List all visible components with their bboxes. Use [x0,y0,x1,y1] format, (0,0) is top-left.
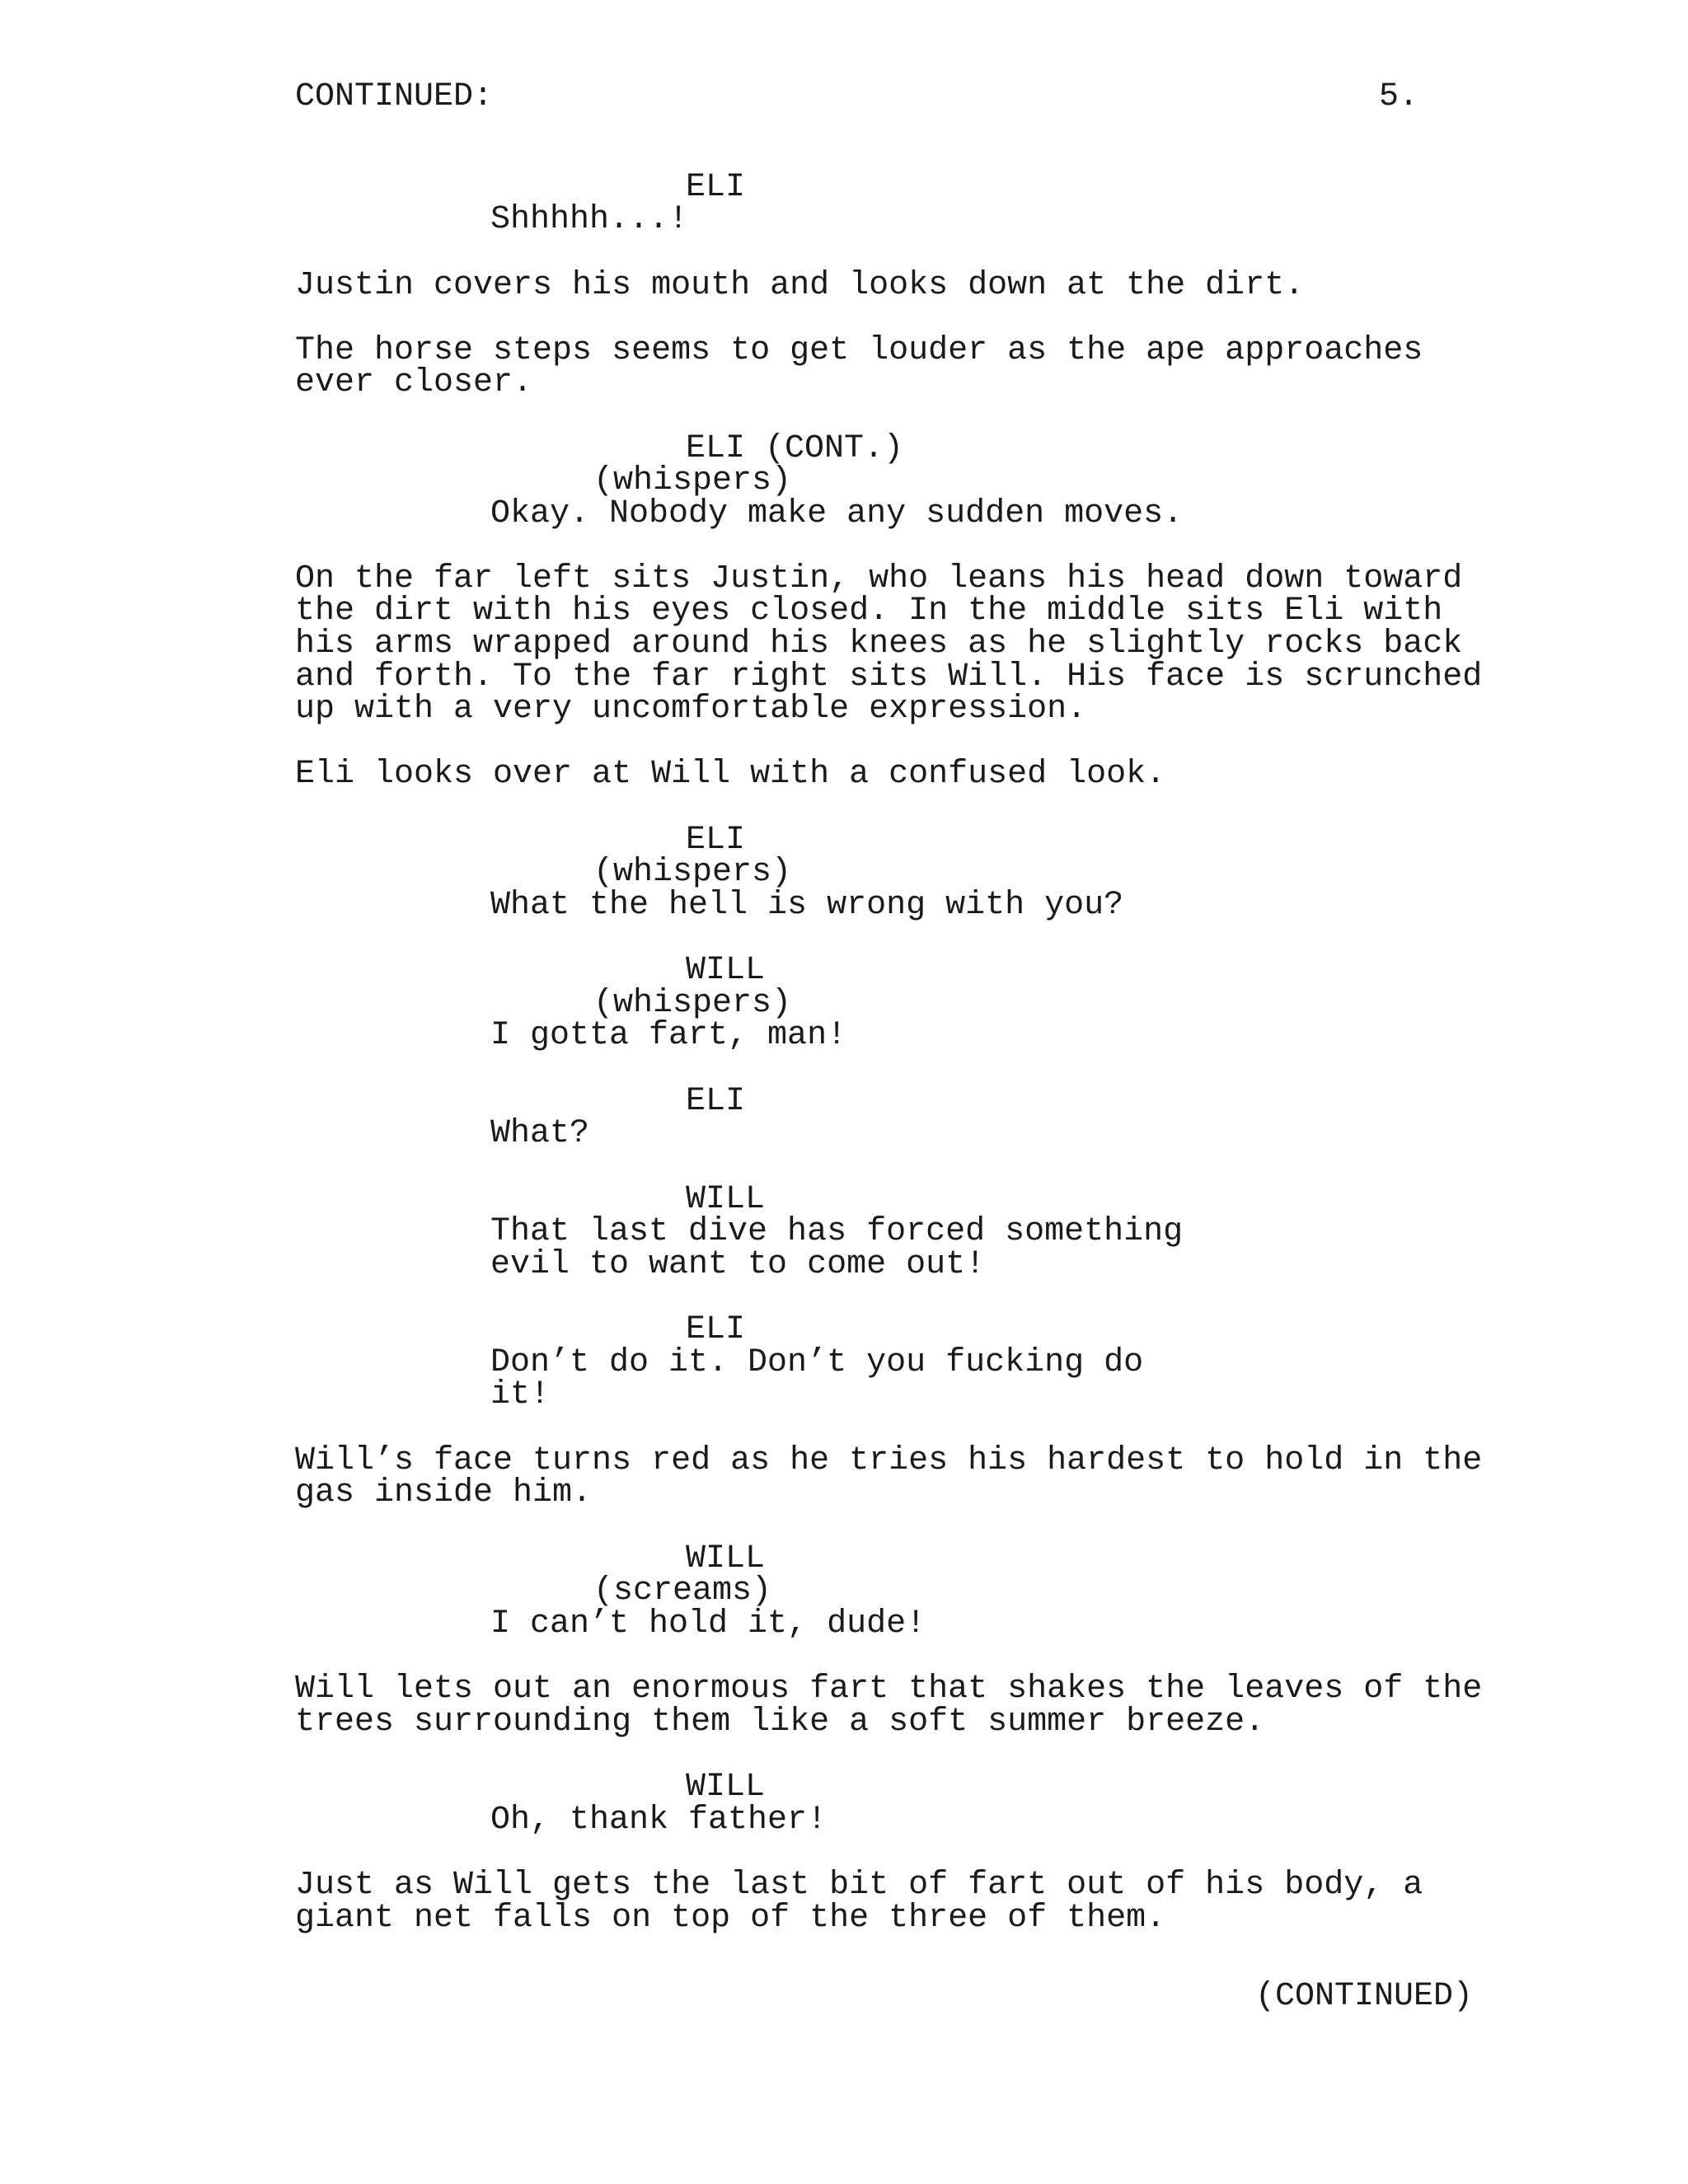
action-line: trees surrounding them like a soft summer breeze. [295,1704,1265,1741]
dialogue-line: it! [490,1376,551,1413]
action-line: On the far left sits Justin, who leans his head down toward [295,560,1463,598]
character-cue: WILL [686,1769,766,1806]
action-line: the dirt with his eyes closed. In the middle sits Eli with [295,593,1443,630]
footer-continued: (CONTINUED) [1255,1978,1474,2015]
parenthetical: (screams) [593,1572,772,1610]
dialogue-line: That last dive has forced something [490,1213,1184,1250]
parenthetical: (whispers) [593,854,792,891]
dialogue-line: Oh, thank father! [490,1802,828,1839]
action-line: The horse steps seems to get louder as the ape approaches [295,332,1423,369]
action-line: Justin covers his mouth and looks down at the dirt. [295,267,1305,304]
dialogue-line: What? [490,1115,590,1152]
dialogue-line: Don’t do it. Don’t you fucking do [490,1344,1144,1381]
dialogue-line: What the hell is wrong with you? [490,887,1124,924]
page-number: 5. [1379,78,1419,115]
character-cue: ELI [686,1311,746,1348]
dialogue-line: evil to want to come out! [490,1246,986,1283]
dialogue-line: Okay. Nobody make any sudden moves. [490,495,1184,532]
action-line: gas inside him. [295,1474,593,1511]
character-cue: ELI [686,1083,746,1120]
character-cue: WILL [686,1540,766,1577]
action-line: up with a very uncomfortable expression. [295,691,1087,728]
character-cue: WILL [686,952,766,989]
dialogue-line: Shhhhh...! [490,201,689,238]
action-line: Will lets out an enormous fart that shakes the leaves of the [295,1671,1483,1708]
character-cue: ELI [686,822,746,859]
character-cue: ELI (CONT.) [686,430,904,467]
parenthetical: (whispers) [593,462,792,499]
header-continued: CONTINUED: [295,78,494,115]
action-line: Just as Will gets the last bit of fart out of his body, a [295,1867,1423,1904]
dialogue-line: I can’t hold it, dude! [490,1605,926,1643]
action-line: Eli looks over at Will with a confused look. [295,756,1166,793]
action-line: giant net falls on top of the three of them. [295,1900,1166,1937]
action-line: Will’s face turns red as he tries his hardest to hold in the [295,1442,1483,1479]
dialogue-line: I gotta fart, man! [490,1017,847,1054]
action-line: and forth. To the far right sits Will. His face is scrunched [295,658,1483,696]
action-line: ever closer. [295,364,533,401]
parenthetical: (whispers) [593,985,792,1022]
character-cue: ELI [686,169,746,206]
character-cue: WILL [686,1181,766,1218]
action-line: his arms wrapped around his knees as he slightly rocks back [295,626,1463,663]
